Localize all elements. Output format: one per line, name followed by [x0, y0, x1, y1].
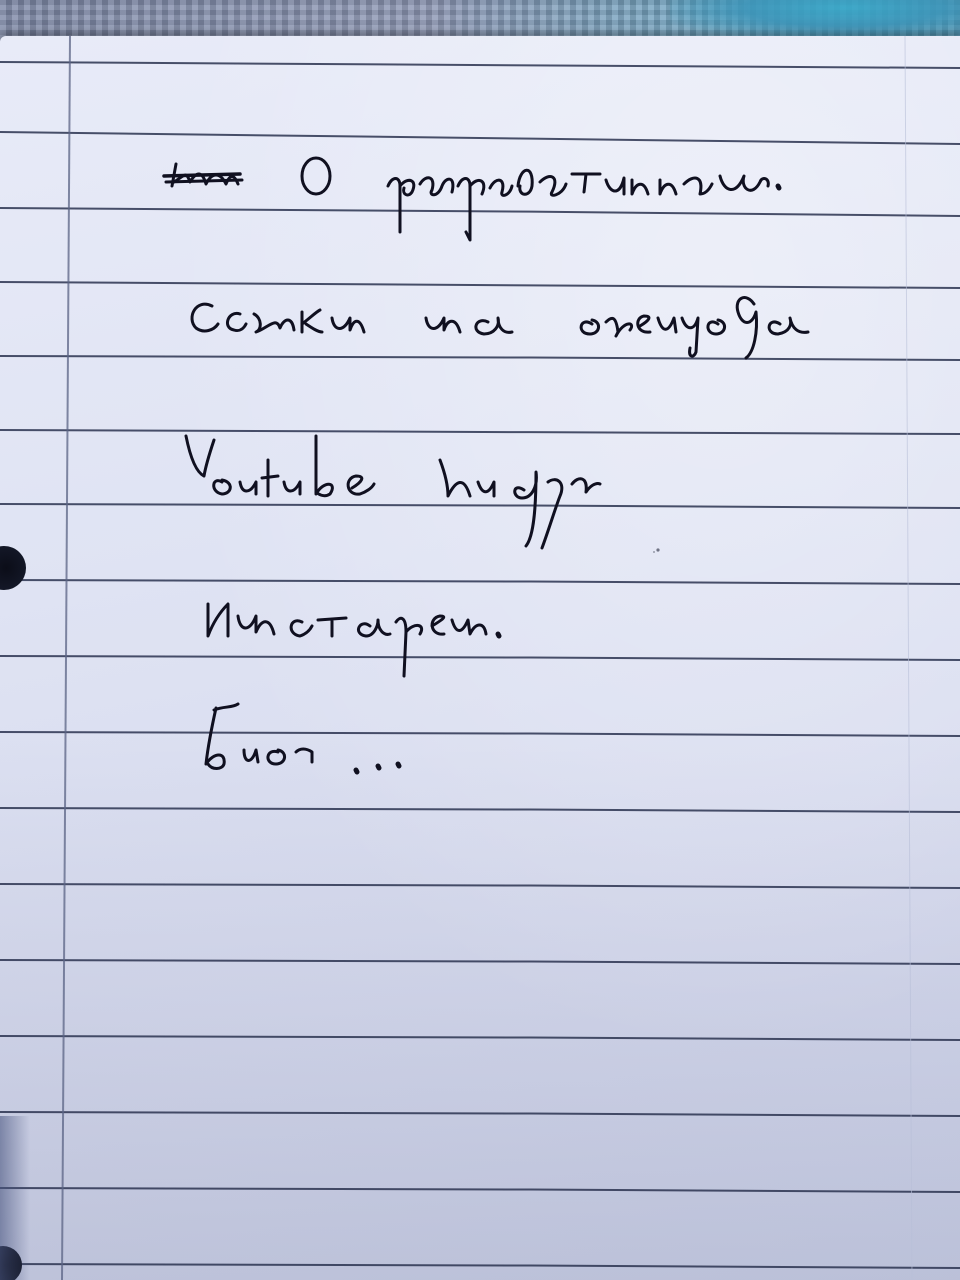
- page-edge-shadow: [0, 1116, 30, 1280]
- handwriting-strokes: [0, 36, 960, 1280]
- placemat-highlight: [670, 0, 960, 40]
- notebook-page: [0, 36, 960, 1280]
